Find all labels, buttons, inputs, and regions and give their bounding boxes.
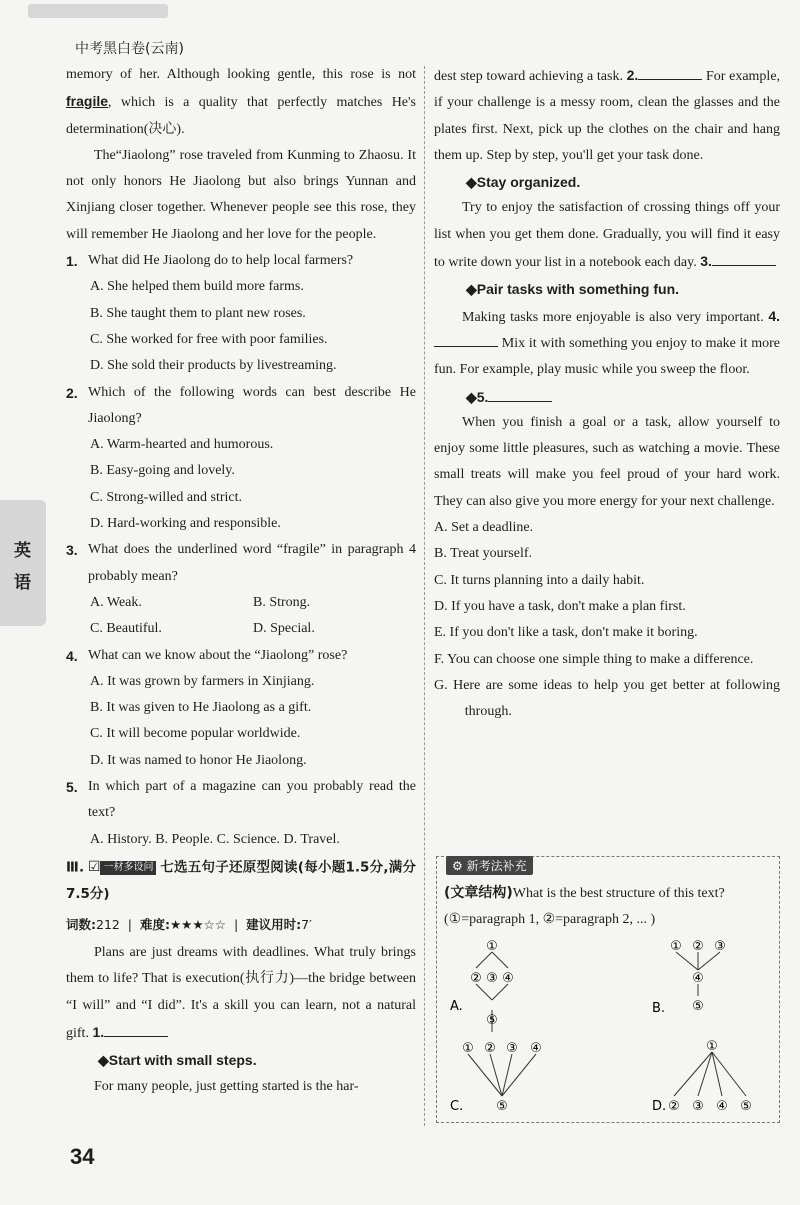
diagram-node: ① (670, 939, 682, 954)
diagram-node: ② (692, 939, 704, 954)
diagram-node: ② (668, 1099, 680, 1114)
structure-diagrams (440, 930, 776, 1120)
question-stem: 1. What did He Jiaolong do to help local farmers? (66, 253, 354, 270)
diagram-node: ④ (716, 1099, 728, 1114)
passage-paragraph: memory of her. Although looking gentle, this rose is not fragile, which is a quality that perfectly matches He's determination(决心). (66, 67, 416, 137)
passage-paragraph: The“Jiaolong” rose traveled from Kunming to Zhaosu. It not only honors He Jiaolong but also brings Yunnan and Xinjiang closer together. Whenever people see this rose, they will remember He Jiaolong and her love for the people. (66, 147, 416, 242)
diagram-d (674, 1052, 746, 1096)
diagram-node: ④ (502, 971, 514, 986)
diagram-option-label[interactable]: A. (450, 999, 463, 1014)
column-divider (424, 66, 425, 1126)
diagram-node: ⑤ (496, 1099, 508, 1114)
side-label-1: 英 (14, 541, 31, 561)
question-list (66, 248, 416, 853)
side-label-2: 语 (14, 573, 31, 593)
section-header: Ⅲ. ☑ 一材多设问 七选五句子还原型阅读(每小题1.5分,满分7.5分) (66, 855, 416, 908)
top-edge-bar (28, 4, 168, 18)
diagram-node: ① (462, 1041, 474, 1056)
diagram-node: ③ (714, 939, 726, 954)
choice-option[interactable]: D. If you have a task, don't make a plan first. (434, 598, 686, 614)
answer-blank[interactable] (434, 332, 498, 347)
answer-option[interactable]: D. Special. (253, 621, 315, 637)
answer-option[interactable]: C. Strong-willed and strict. (90, 489, 243, 505)
answer-option[interactable]: C. It will become popular worldwide. (90, 726, 301, 742)
diagram-node: ① (706, 1039, 718, 1054)
diagram-node: ④ (530, 1041, 542, 1056)
page-header: 中考黑白卷(云南) (75, 41, 184, 57)
box-question: (文章结构)What is the best structure of this text? (①=paragraph 1, ②=paragraph 2, ... ) (444, 885, 725, 927)
subheading: ◆Start with small steps. (98, 1052, 257, 1069)
choice-option[interactable]: C. It turns planning into a daily habit. (434, 572, 645, 588)
choice-option[interactable]: B. Treat yourself. (434, 546, 532, 562)
answer-option[interactable]: D. It was named to honor He Jiaolong. (90, 752, 307, 768)
diagram-node: ⑤ (692, 999, 704, 1014)
passage-paragraph: Plans are just dreams with deadlines. What truly brings them to life? That is execution(执行力)—the bridge between “I will” and “I did”. It's a skill you can learn, not a natural gift. 1. (66, 945, 416, 1042)
answer-blank[interactable] (638, 65, 702, 80)
diagram-node: ① (486, 939, 498, 954)
underlined-word: fragile (66, 93, 109, 110)
passage-paragraph: Making tasks more enjoyable is also very important. 4. Mix it with something you enjoy to make it more fun. For example, play music while you sweep the floor. (434, 307, 780, 378)
choice-option[interactable]: A. Set a deadline. (434, 520, 534, 536)
diagram-option-label[interactable]: D. (652, 1099, 667, 1114)
diagram-c (468, 1054, 536, 1096)
answer-option[interactable]: B. It was given to He Jiaolong as a gift. (90, 700, 312, 716)
answer-blank[interactable] (488, 387, 552, 402)
passage-paragraph: dest step toward achieving a task. 2. For example, if your challenge is a messy room, clean the glasses and the plates first. Next, pick up the clothes on the chair and hang them up. Step by step, you'll get your task done. (434, 67, 781, 163)
diagram-node: ④ (692, 971, 704, 986)
diagram-node: ③ (692, 1099, 704, 1114)
diagram-node: ③ (506, 1041, 518, 1056)
diagram-option-label[interactable]: B. (652, 1001, 666, 1016)
right-column (434, 62, 780, 725)
passage-paragraph: For many people, just getting started is the har- (94, 1078, 359, 1094)
question-stem: 4. What can we know about the “Jiaolong” rose? (66, 647, 348, 664)
diagram-node: ③ (486, 971, 498, 986)
answer-option[interactable]: D. Hard-working and responsible. (90, 516, 281, 532)
checkbox-icon: ☑ (87, 859, 101, 875)
answer-option[interactable]: B. Easy-going and lovely. (90, 463, 235, 479)
choice-option[interactable]: F. You can choose one simple thing to make a difference. (434, 651, 754, 667)
diagram-option-label[interactable]: C. (450, 1099, 464, 1114)
question-stem: 5. In which part of a magazine can you probably read the text? (66, 779, 416, 821)
choice-option[interactable]: G. Here are some ideas to help you get better at following through. (434, 677, 780, 720)
question-stem: 2. Which of the following words can best describe He Jiaolong? (66, 384, 416, 426)
reading-meta: 词数:212 | 难度:★★★☆☆ | 建议用时:7′ (66, 916, 312, 932)
subheading: ◆5. (434, 384, 780, 410)
answer-option[interactable]: B. Strong. (253, 594, 311, 610)
diagram-node: ② (470, 971, 482, 986)
option-row (66, 590, 416, 616)
diagram-node: ② (484, 1041, 496, 1056)
section-title: 七选五句子还原型阅读(每小题1.5分,满分7.5分) (66, 859, 417, 902)
passage-paragraph: When you finish a goal or a task, allow yourself to enjoy some little pleasures, such as watching a movie. These small treats will make you feel proud of your hard work. They can also give you more energy for your next challenge. (434, 414, 780, 509)
diagram-node: ⑤ (486, 1013, 498, 1028)
answer-option[interactable]: A. Weak. (90, 594, 142, 610)
option-row (66, 616, 416, 642)
answer-option[interactable]: A. It was grown by farmers in Xinjiang. (90, 673, 315, 689)
left-column (66, 62, 416, 1100)
subheading: ◆Pair tasks with something fun. (466, 281, 680, 298)
passage-paragraph: Try to enjoy the satisfaction of crossing things off your list when you get them done. Gradually, you will find it easy to write down your list in a notebook each day. 3. (434, 200, 780, 271)
subheading: ◆Stay organized. (466, 174, 581, 191)
section-badge: 一材多设问 (100, 861, 156, 875)
answer-option[interactable]: A. Warm-hearted and humorous. (90, 437, 274, 453)
box-tag: ⚙ 新考法补充 (446, 856, 533, 875)
answer-option[interactable]: C. She worked for free with poor families. (90, 331, 328, 347)
answer-option[interactable]: B. She taught them to plant new roses. (90, 305, 306, 321)
choice-option[interactable]: E. If you don't like a task, don't make it boring. (434, 625, 698, 641)
diagram-node: ⑤ (740, 1099, 752, 1114)
answer-option[interactable]: A. History. B. People. C. Science. D. Travel. (90, 831, 340, 847)
option-list (434, 515, 780, 725)
answer-blank[interactable] (712, 251, 776, 266)
page-number: 34 (70, 1144, 95, 1169)
answer-option[interactable]: D. She sold their products by livestreaming. (90, 358, 337, 374)
question-stem: 3. What does the underlined word “fragile” in paragraph 4 probably mean? (66, 542, 416, 584)
answer-option[interactable]: C. Beautiful. (90, 621, 162, 637)
subject-side-tab (0, 500, 46, 626)
answer-blank[interactable] (104, 1022, 168, 1037)
answer-option[interactable]: A. She helped them build more farms. (90, 279, 304, 295)
